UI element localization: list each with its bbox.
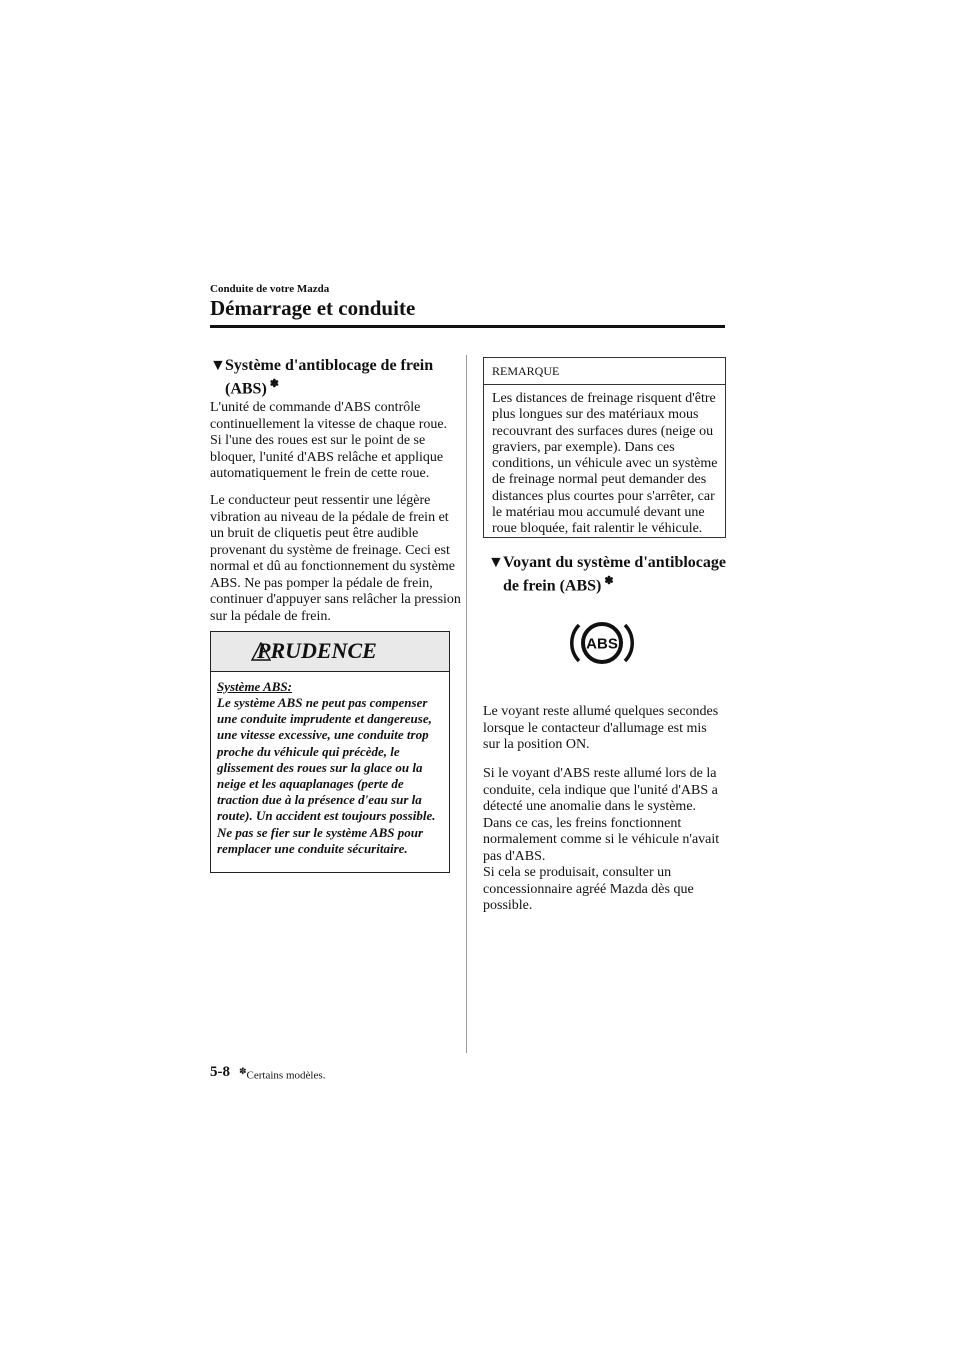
note-box <box>483 357 726 538</box>
caution-label: Système ABS: <box>217 679 292 694</box>
triangle-bullet-icon: ▼ <box>488 554 504 571</box>
note-header <box>484 358 725 385</box>
chapter-kicker: Conduite de votre Mazda <box>210 283 330 295</box>
consult-dealer-text: Si cela se produisait, consulter un concessionnaire agréé Mazda dès que possible. <box>483 865 694 913</box>
caution-title: PRUDENCE <box>257 638 377 663</box>
heading-line-1: Système d'antiblocage de frein <box>225 357 434 374</box>
caution-box <box>210 631 450 873</box>
heading-line-2: de frein (ABS) <box>503 577 602 595</box>
heading-line-1: Voyant du système d'antiblocage <box>503 554 726 571</box>
abs-system-heading <box>210 356 460 398</box>
abs-warning-light-heading <box>488 553 728 595</box>
malfunction-text: Si le voyant d'ABS reste allumé lors de la conduite, cela indique que l'unité d'ABS a détecté une anomalie dans le système. Dans ce cas, les freins fonctionnent normalement comme si le véhicule n'avait pas d'ABS. <box>483 766 720 864</box>
abs-warning-light-icon <box>568 616 636 670</box>
abs-vibration-paragraph: Le conducteur peut ressentir une légère vibration au niveau de la pédale de frein et un bruit de cliquetis peut être audible provenant du système de freinage. Ceci est normal et dû au fonctionnement du système ABS. Ne pas pomper la pédale de frein, continuer d'appuyer sans relâcher la pression sur la pédale de frein. <box>210 493 461 624</box>
column-divider <box>466 355 467 1053</box>
footnote-marker: ✽ <box>239 1066 247 1076</box>
some-models-marker: ✽ <box>269 378 279 390</box>
abs-icon-label: ABS <box>586 635 618 653</box>
warning-light-startup-paragraph: Le voyant reste allumé quelques secondes lorsque le contacteur d'allumage est mis sur la position ON. <box>483 704 719 752</box>
section-title: Démarrage et conduite <box>210 296 416 320</box>
note-body: Les distances de freinage risquent d'être plus longues sur des matériaux mous recouvrant des surfaces dures (neige ou graviers, par exemple). Dans ces conditions, un véhicule avec un système de freinage normal peut demander des distances plus courtes pour s'arrêter, car le matériau mou accumulé devant une roue bloquée, fait ralentir le véhicule. <box>492 391 718 537</box>
triangle-bullet-icon: ▼ <box>210 357 226 374</box>
caution-body: Le système ABS ne peut pas compenser une conduite imprudente et dangereuse, une vitesse excessive, une conduite trop proche du véhicule qui précède, le glissement des roues sur la glace ou la neige et les aquaplanages (perte de traction due à la présence d'eau sur la route). Un accident est toujours possible. Ne pas se fier sur le système ABS pour remplacer une conduite sécuritaire. <box>217 695 436 856</box>
header-rule <box>210 325 725 328</box>
some-models-marker: ✽ <box>604 575 614 587</box>
page-number: 5-8 <box>210 1064 230 1080</box>
abs-control-paragraph: L'unité de commande d'ABS contrôle continuellement la vitesse de chaque roue. Si l'une des roues est sur le point de se bloquer, l'unité d'ABS relâche et applique automatiquement le frein de cette roue. <box>210 400 448 481</box>
footnote <box>239 1066 325 1082</box>
caution-header <box>211 632 449 672</box>
heading-line-2: (ABS) <box>225 380 267 398</box>
note-title: REMARQUE <box>492 364 560 378</box>
warning-light-malfunction-paragraph <box>483 766 725 915</box>
footnote-text: Certains modèles. <box>246 1069 326 1082</box>
